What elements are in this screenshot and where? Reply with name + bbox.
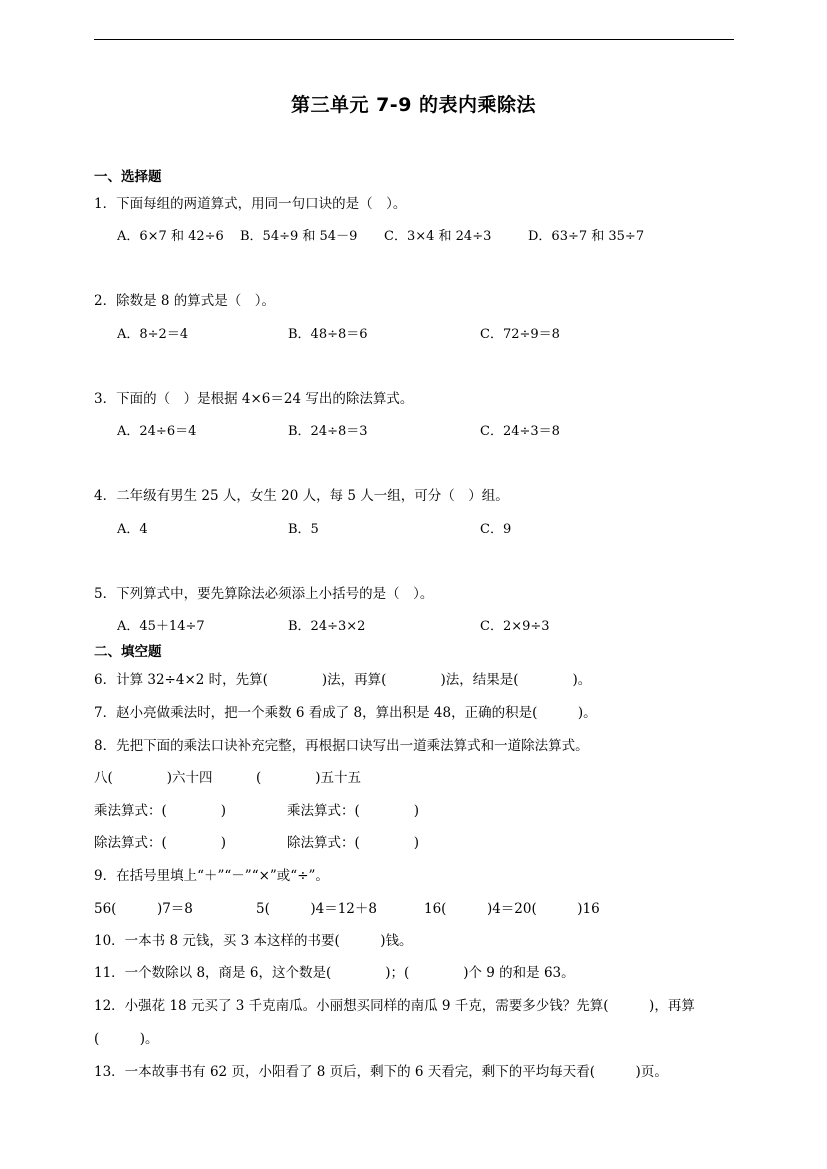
q1-option-c: C．3×4 和 24÷3 — [384, 229, 492, 244]
q1-option-a: A．6×7 和 42÷6 — [117, 229, 224, 244]
q2-option-a: A．8÷2＝4 — [117, 327, 189, 342]
question-3: 3．下面的（ ）是根据 4×6＝24 写出的除法算式。 — [94, 391, 414, 407]
question-8: 8．先把下面的乘法口诀补充完整，再根据口诀写出一道乘法算式和一道除法算式。 — [94, 738, 589, 754]
section-heading-choice: 一、选择题 — [94, 169, 162, 185]
q3-option-b: B．24÷8＝3 — [288, 424, 368, 439]
question-13: 13．一本故事书有 62 页，小阳看了 8 页后，剩下的 6 天看完，剩下的平均每天看( )页。 — [94, 1064, 668, 1080]
section-heading-fill: 二、填空题 — [94, 644, 162, 660]
q8-rhyme-left: 八( )六十四 — [94, 770, 213, 786]
q2-option-b: B．48÷8＝6 — [288, 327, 368, 342]
q1-option-b: B．54÷9 和 54－9 — [240, 229, 358, 244]
question-2: 2．除数是 8 的算式是（ ）。 — [94, 293, 276, 309]
question-4: 4．二年级有男生 25 人，女生 20 人，每 5 人一组，可分（ ）组。 — [94, 488, 509, 504]
q8-rhyme-right: ( )五十五 — [256, 770, 362, 786]
q5-option-a: A．45＋14÷7 — [117, 619, 205, 634]
q5-option-c: C．2×9÷3 — [480, 619, 550, 634]
q4-option-a: A．4 — [117, 522, 148, 537]
question-9: 9．在括号里填上“＋”“－”“×”或“÷”。 — [94, 868, 329, 884]
header-rule — [94, 39, 734, 40]
question-10: 10．一本书 8 元钱，买 3 本这样的书要( )钱。 — [94, 933, 413, 949]
question-5: 5．下列算式中，要先算除法必须添上小括号的是（ ）。 — [94, 586, 434, 602]
question-1: 1．下面每组的两道算式，用同一句口诀的是（ ）。 — [94, 196, 407, 212]
q4-option-c: C．9 — [480, 522, 512, 537]
q3-option-a: A．24÷6＝4 — [117, 424, 197, 439]
q8-division-right: 除法算式：( ) — [287, 835, 420, 851]
question-11: 11．一个数除以 8，商是 6，这个数是( )；( )个 9 的和是 63。 — [94, 965, 575, 981]
question-6: 6．计算 32÷4×2 时，先算( )法，再算( )法，结果是( )。 — [94, 672, 592, 688]
q8-multiplication-right: 乘法算式：( ) — [287, 803, 420, 819]
q4-option-b: B．5 — [288, 522, 319, 537]
q9-item-3: 16( )4＝20( )16 — [424, 901, 600, 917]
q1-option-d: D．63÷7 和 35÷7 — [528, 229, 645, 244]
q5-option-b: B．24÷3×2 — [288, 619, 366, 634]
question-12-line-2: ( )。 — [94, 1031, 159, 1047]
q9-item-2: 5( )4＝12＋8 — [256, 901, 377, 917]
page-title: 第三单元 7-9 的表内乘除法 — [290, 94, 537, 116]
question-12-line-1: 12．小强花 18 元买了 3 千克南瓜。小丽想买同样的南瓜 9 千克，需要多少钱？先算( )，再算 — [94, 998, 695, 1014]
q8-division-left: 除法算式：( ) — [94, 835, 227, 851]
question-7: 7．赵小亮做乘法时，把一个乘数 6 看成了 8，算出积是 48，正确的积是( )。 — [94, 705, 597, 721]
q2-option-c: C．72÷9＝8 — [480, 327, 560, 342]
q3-option-c: C．24÷3＝8 — [480, 424, 560, 439]
q9-item-1: 56( )7＝8 — [94, 901, 193, 917]
q8-multiplication-left: 乘法算式：( ) — [94, 803, 227, 819]
